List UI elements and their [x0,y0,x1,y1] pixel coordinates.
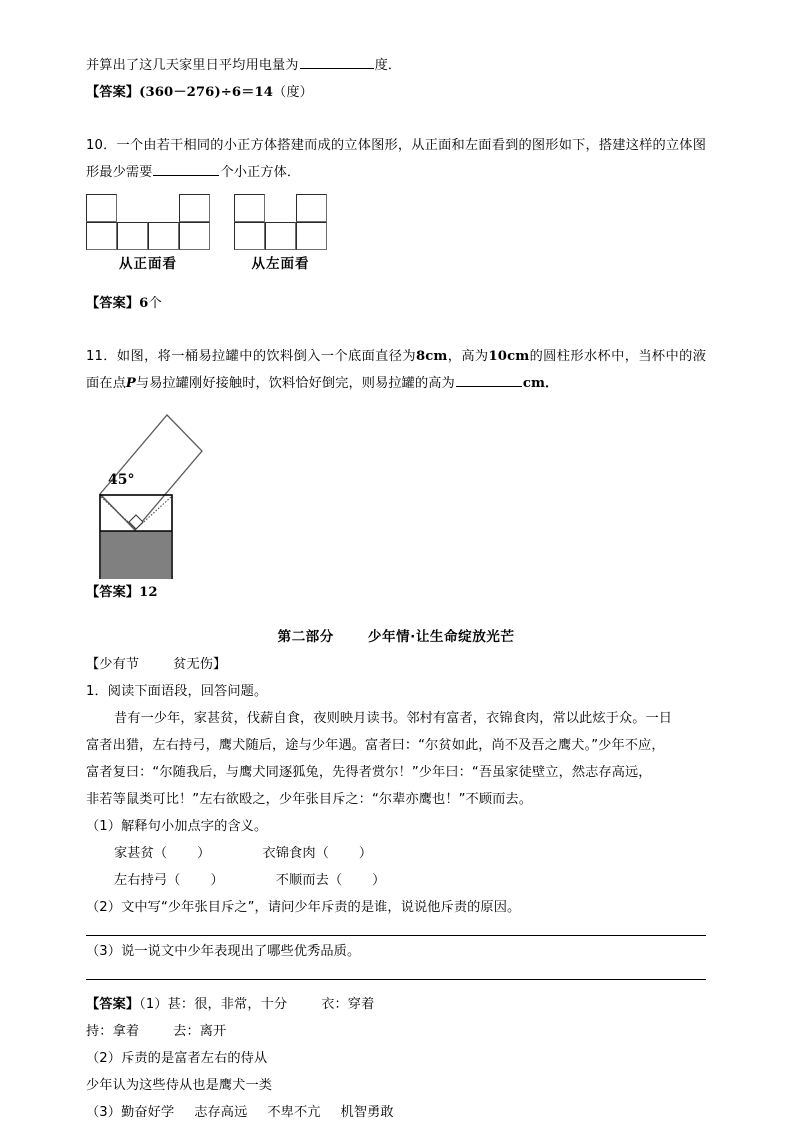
angle-label: 45° [108,472,135,488]
part-2-heading-left: 第二部分 [277,629,334,645]
question-10 [86,132,706,186]
question-11-height: 10cm [488,349,530,364]
sub-question-2-text: 文中写“少年张目斥之”，请问少年斥责的是谁，说说他斥责的原因。 [121,900,521,915]
vocab-item: 左右持弓（ [114,873,181,888]
answer-5-d: 机智勇敢 [340,1105,394,1120]
document-body [86,52,706,1126]
cube-cell [234,194,265,222]
answer-label: 【答案】 [86,997,140,1012]
sub-question-3-number: （3） [86,944,122,959]
spacer [86,982,706,991]
vocab-close: ） [372,873,386,888]
answer-5-b: 志存高远 [194,1105,248,1120]
question-11-number: 11． [86,349,117,364]
question-10-blank[interactable] [153,161,219,176]
answer-rule-wrap [86,965,706,982]
vocab-item: 不顺而去（ [275,873,343,888]
left-view-label: 从左面看 [251,256,310,272]
top-fragment-line [86,52,706,79]
can-cup-svg [86,409,336,579]
cube-cell [296,222,327,250]
reading-answer-line-5 [86,1099,706,1126]
answer-write-line[interactable] [86,979,706,980]
cube-cell [179,222,210,250]
sub-question-2 [86,894,706,921]
sub-question-3 [86,938,706,965]
passage-line: 富者复曰：“尔随我后，与鹰犬同逐狐兔，先得者赏尔！”少年曰：“吾虽家徒壁立，然志存高远， [86,765,652,780]
sub-question-1-row-a [86,840,706,867]
answer-5-number: （3） [86,1105,122,1120]
spacer [86,317,706,343]
cube-cell [86,222,117,250]
answer-rule-wrap [86,921,706,938]
part-2-heading-right: 少年情·让生命绽放光芒 [367,629,515,645]
sub-question-2-number: （2） [86,900,122,915]
question-11-unit: cm． [522,376,559,391]
question-10-text-a: 一个由若干相同的小正方体搭建而成的立体图形，从正面和左面看到的图形如下，搭建这样的立体图形最少需要 [86,138,706,180]
front-view-label: 从正面看 [119,256,177,272]
top-fragment-unit: 度． [374,58,402,73]
passage-line: 昔有一少年，家甚贫，伐薪自食，夜则映月读书。邻村有富者，衣锦食肉，常以此炫于众。一日 [114,711,673,726]
front-view-grid [86,194,210,250]
answer-value: 6 [139,296,149,311]
answer-expression: (360－276)÷6＝14 [139,85,274,100]
answer-2-a: 持：拿着 [86,1024,140,1039]
left-view-grid [234,194,327,250]
answer-2-b: 去：离开 [173,1024,227,1039]
answer-blank[interactable] [300,54,374,69]
reading-prompt [86,678,706,705]
reading-prompt-text: 阅读下面语段，回答问题。 [107,684,268,699]
sub-question-1 [86,813,706,840]
cube-cell [234,222,265,250]
question-11 [86,343,706,397]
left-view-figure [234,194,327,272]
question-10-text-b: 个小正方体． [220,165,301,180]
sub-question-3-text: 说一说文中少年表现出了哪些优秀品质。 [121,944,361,959]
liquid-fill [101,531,171,579]
question-11-blank[interactable] [456,372,522,387]
spacer [86,106,706,132]
answer-5-c: 不卑不亢 [267,1105,321,1120]
answer-1-a: 甚：很，非常，十分 [167,997,288,1012]
reading-answer-line-2 [86,1018,706,1045]
answer-1-b: 衣：穿着 [321,997,375,1012]
question-10-answer [86,290,706,317]
cube-cell [148,222,179,250]
answer-unit: 个 [148,296,162,311]
reading-answer-line-3 [86,1045,706,1072]
cube-cell [117,222,148,250]
answer-unit: （度） [273,85,313,100]
top-fragment-answer [86,79,706,106]
answer-write-line[interactable] [86,935,706,936]
top-fragment-text: 并算出了这几天家里日平均用电量为 [86,58,299,73]
part-2-heading [86,624,706,651]
question-11-text-c: 的圆柱形水杯中，当杯中的液面在点 [86,349,706,391]
bracket-title-b: 贫无伤 [173,657,214,672]
sub-question-1-number: （1） [86,819,122,834]
sub-question-1-text: 解释句小加点字的含义。 [121,819,268,834]
question-11-text-a: 如图，将一桶易拉罐中的饮料倒入一个底面直径为 [116,349,416,364]
bracket-title: 【少有节 贫无伤】 [86,657,227,672]
answer-5-a: 勤奋好学 [121,1105,175,1120]
bracket-title-a: 少有节 [99,657,140,672]
vocab-close: ） [358,846,373,861]
vocab-close: ） [197,846,211,861]
question-10-number: 10． [86,138,117,153]
answer-1-number: （1） [139,997,168,1012]
passage-line: 非若等鼠类可比！”左右欲殴之，少年张目斥之：“尔辈亦鹰也！”不顾而去。 [86,792,532,807]
question-11-text-d: 与易拉罐刚好接触时，饮料恰好倒完，则易拉罐的高为 [135,376,455,391]
answer-3-text: 斥责的是富者左右的侍从 [121,1051,268,1066]
answer-value: 12 [139,585,158,600]
question-11-point-label: P [125,376,136,391]
question-11-answer [86,579,706,606]
passage-line: 富者出猎，左右持弓，鹰犬随后，途与少年遇。富者曰：“尔贫如此，尚不及吾之鹰犬。”少年不应， [86,738,665,753]
answer-3-number: （2） [86,1051,122,1066]
reading-answer-line-1 [86,991,706,1018]
spacer [86,606,706,624]
answer-label: 【答案】 [86,585,140,600]
can-and-cup-figure [86,409,706,579]
question-11-text-b: ，高为 [447,349,489,364]
answer-label: 【答案】 [86,296,140,311]
reading-number: 1． [86,684,108,699]
answer-label: 【答案】 [86,85,140,100]
vocab-item: 衣锦食肉（ [262,846,329,861]
sub-question-1-row-b [86,867,706,894]
vocab-item: 家甚贫（ [114,846,168,861]
spacer [86,272,706,290]
cube-cell [179,194,210,222]
vocab-close: ） [210,873,224,888]
cube-view-figures [86,194,706,272]
cube-cell [86,194,117,222]
front-view-figure [86,194,210,272]
cube-cell [265,222,296,250]
reading-answer-line-4: 少年认为这些侍从也是鹰犬一类 [86,1078,273,1093]
cube-cell [296,194,327,222]
question-11-diameter: 8cm [415,349,448,364]
